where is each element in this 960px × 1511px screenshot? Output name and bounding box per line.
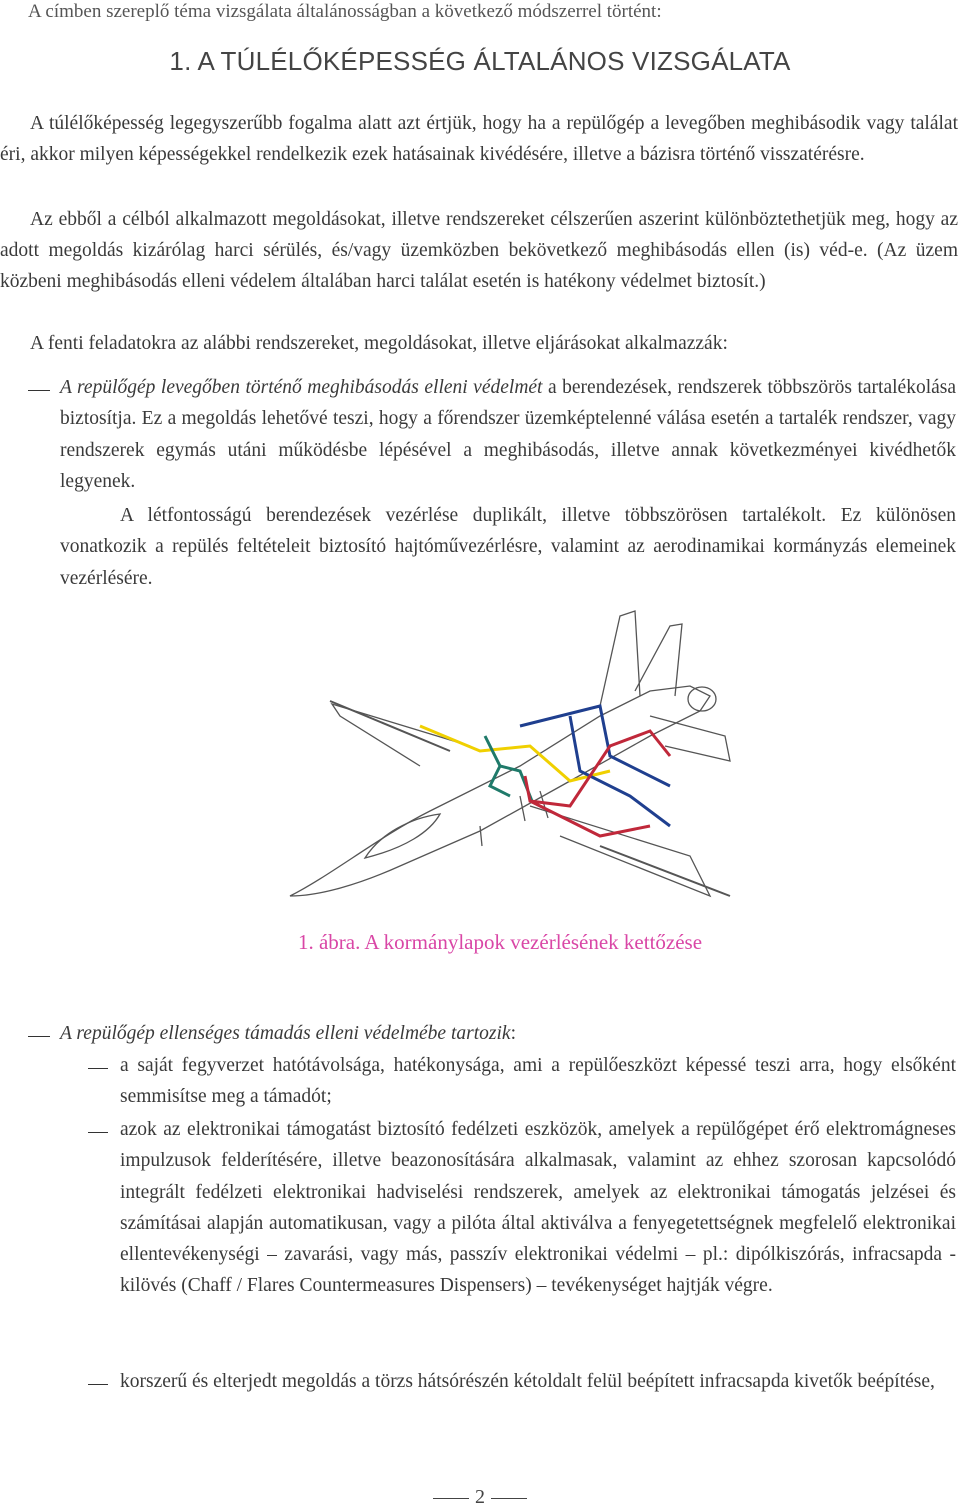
list-item-text <box>60 372 956 497</box>
intro-line: A címben szereplő téma vizsgálata általánosságban a következő módszerrel történt: <box>28 1 662 22</box>
paragraph-systems-intro: A fenti feladatokra az alábbi rendszereket, megoldásokat, illetve eljárásokat alkalmazzák: <box>30 333 728 354</box>
page-number-bar-left <box>433 1498 469 1499</box>
section-heading: 1. A TÚLÉLŐKÉPESSÉG ÁLTALÁNOS VIZSGÁLATA <box>169 46 791 76</box>
list-item-rest: : <box>510 1023 516 1044</box>
emphasis-text: A repülőgép ellenséges támadás elleni védelmébe tartozik <box>60 1023 511 1044</box>
dash-bullet <box>28 390 50 391</box>
aircraft-figure <box>270 596 740 916</box>
dash-bullet <box>88 1132 108 1133</box>
sub-item-text: azok az elektronikai támogatást biztosító fedélzeti eszközök, amelyek a repülőgépet érő elektromágneses impulzusok felderítésére, illetve beazonosítására alkalmasak, valamint az ehhez szorosan kapcsolódó integrált fedélzeti elektronikai hadviselési rendszerek, amelyek az elektronikai támogatás jelzései és számításai alapján automatikusan, vagy a pilóta által aktiválva a fenyegetettségnek megfelelő elektronikai ellentevékenységi – zavarási, vagy más, passzív elektronikai védelmi – pl.: dipólkiszórás, infracsapda - kilövés (Chaff / Flares Countermeasures Dispensers) – tevékenységet hajtják végre. <box>120 1119 956 1297</box>
paragraph-definition: A túlélőképesség legegyszerűbb fogalma alatt azt értjük, hogy ha a repülőgép a levegőben meghibásodik vagy találat éri, akkor milyen képességekkel rendelkezik ezek hatásainak kivédésére, illetve a bázisra történő visszatérésre. <box>0 113 958 166</box>
page-number <box>0 1486 960 1509</box>
paragraph-classification: Az ebből a célból alkalmazott megoldásokat, illetve rendszereket célszerűen aszerint különböztethetjük meg, hogy az adott megoldás kizárólag harci sérülés, és/vagy üzemközben bekövetkező meghibásodás ellen (is) véd-e. (Az üzem közbeni meghibásodás elleni védelem általában harci találat esetén is hatékony védelmet biztosít.) <box>0 209 958 293</box>
sub-item-text: korszerű és elterjedt megoldás a törzs hátsórészén kétoldalt felül beépített infracsapda kivetők beépítése, <box>120 1371 935 1392</box>
dash-bullet <box>28 1036 50 1037</box>
list-item-text <box>60 1018 956 1049</box>
emphasis-text: A repülőgép levegőben történő meghibásodás elleni védelmét <box>60 377 543 398</box>
paragraph-duplicated-control: A létfontosságú berendezések vezérlése duplikált, illetve többszörösen tartalékolt. Ez különösen vonatkozik a repülés feltételeit biztosító hajtóművezérlésre, valamint az aerodinamikai kormányzás elemeinek vezérlésére. <box>60 505 956 589</box>
page-number-bar-right <box>491 1498 527 1499</box>
dash-bullet <box>88 1068 108 1069</box>
sub-item-text: a saját fegyverzet hatótávolsága, hatékonysága, ami a repülőeszközt képessé teszi arra, hogy elsőként semmisítse meg a támadót; <box>120 1055 956 1108</box>
aircraft-outline <box>290 611 730 896</box>
line-red <box>525 731 670 836</box>
page-number-value: 2 <box>475 1486 485 1508</box>
dash-bullet <box>88 1384 108 1385</box>
list-item-rest: a berendezések, rendszerek többszörös tartalékolása biztosítja. Ez a megoldás lehetővé teszi, hogy a főrendszer üzemképtelenné válása esetén a tartalék rendszer, vagy rendszerek egymás utáni működésbe lépésével a meghibásodás, illetve annak következményei kivédhetők legyenek. <box>60 377 957 492</box>
control-lines <box>420 706 670 836</box>
figure-caption: 1. ábra. A kormánylapok vezérlésének kettőzése <box>297 930 703 954</box>
